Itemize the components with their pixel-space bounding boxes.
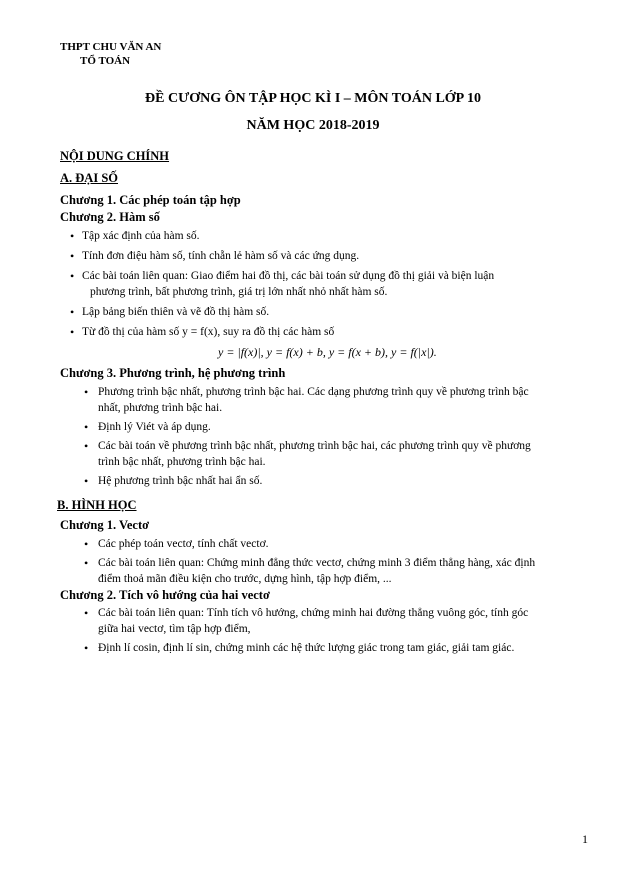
algebra-chapter-2: Chương 2. Hàm số: [60, 210, 160, 224]
geometry-chapter-2: Chương 2. Tích vô hướng của hai vectơ: [60, 588, 270, 602]
algebra-chapter-1: Chương 1. Các phép toán tập hợp: [60, 193, 241, 207]
list-item: • Tập xác định của hàm số.: [60, 228, 590, 244]
algebra-ch2-list: [60, 228, 590, 340]
list-item: • Lập bảng biến thiên và vẽ đồ thị hàm số.: [60, 304, 590, 320]
list-item: • Tính đơn điệu hàm số, tính chẵn lẻ hàm số và các ứng dụng.: [60, 248, 590, 264]
section-algebra-heading: A. ĐẠI SỐ: [60, 171, 118, 185]
geometry-ch1-list: [60, 536, 600, 587]
list-item: • Các phép toán vectơ, tính chất vectơ.: [60, 536, 600, 552]
department-name: TỔ TOÁN: [80, 55, 131, 67]
document-title: ĐỀ CƯƠNG ÔN TẬP HỌC KÌ I – MÔN TOÁN LỚP 10: [145, 91, 481, 106]
list-item: • Các bài toán liên quan: Chứng minh đẳng thức vectơ, chứng minh 3 điểm thẳng hàng, xác định: [60, 555, 600, 571]
geometry-ch2-list: [60, 605, 600, 656]
function-formula: y = |f(x)|, y = f(x) + b, y = f(x + b), y = f(|x|).: [218, 345, 437, 359]
list-item: • Các bài toán liên quan: Tính tích vô hướng, chứng minh hai đường thẳng vuông góc, tính góc: [60, 605, 600, 621]
list-item-continuation: phương trình, bất phương trình, giá trị lớn nhất nhỏ nhất hàm số.: [90, 286, 388, 298]
main-heading: NỘI DUNG CHÍNH: [60, 149, 170, 163]
school-header: [60, 40, 161, 68]
school-name: THPT CHU VĂN AN: [60, 41, 162, 53]
list-item-continuation: trình bậc nhất, phương trình bậc hai.: [98, 456, 266, 468]
list-item: • Các bài toán về phương trình bậc nhất, phương trình bậc hai, các phương trình quy về phương: [60, 438, 600, 454]
algebra-ch3-list: [60, 384, 600, 489]
page-number: 1: [582, 832, 588, 846]
list-item-continuation: giữa hai vectơ, tìm tập hợp điểm,: [98, 623, 251, 635]
list-item: • Các bài toán liên quan: Giao điểm hai đồ thị, các bài toán sử dụng đồ thị giải và biện luận: [60, 268, 590, 284]
list-item: • Định lí cosin, định lí sin, chứng minh các hệ thức lượng giác trong tam giác, giải tam giác.: [60, 640, 600, 656]
algebra-chapter-3: Chương 3. Phương trình, hệ phương trình: [60, 366, 286, 380]
list-item-continuation: nhất, phương trình bậc hai.: [98, 402, 223, 414]
list-item: • Phương trình bậc nhất, phương trình bậc hai. Các dạng phương trình quy về phương trình bậc: [60, 384, 600, 400]
list-item: • Hệ phương trình bậc nhất hai ẩn số.: [60, 473, 600, 489]
geometry-chapter-1: Chương 1. Vectơ: [60, 518, 150, 532]
list-item: • Từ đồ thị của hàm số y = f(x), suy ra đồ thị các hàm số: [60, 324, 590, 340]
section-geometry-heading: B. HÌNH HỌC: [57, 498, 137, 512]
school-year: NĂM HỌC 2018-2019: [246, 118, 380, 133]
list-item: • Định lý Viét và áp dụng.: [60, 419, 600, 435]
list-item-continuation: điểm thoả mãn điều kiện cho trước, dựng hình, tập hợp điểm, ...: [98, 573, 392, 585]
